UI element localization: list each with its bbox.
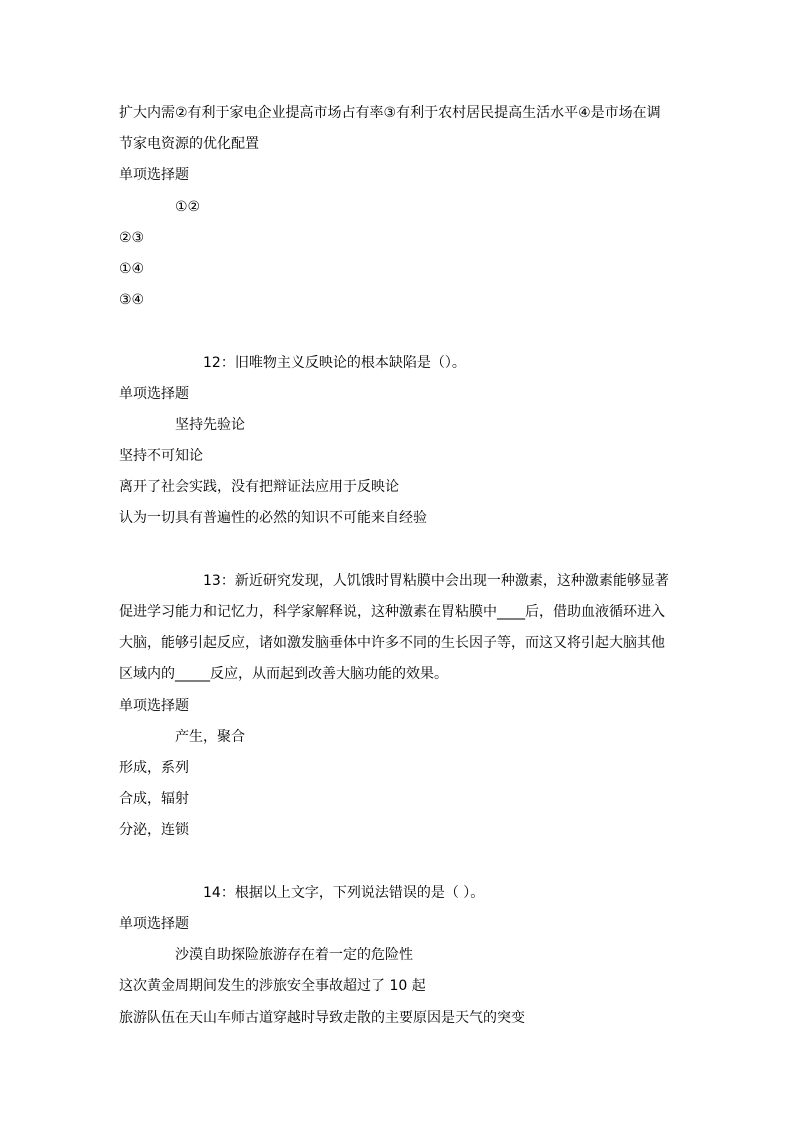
q13-option-c: 合成，辐射: [119, 791, 189, 807]
q14-option-a: 沙漠自助探险旅游存在着一定的危险性: [175, 947, 413, 963]
q11-option-b: ②③: [119, 230, 145, 246]
q14-option-c: 旅游队伍在天山车师古道穿越时导致走散的主要原因是天气的突变: [119, 1010, 525, 1026]
q12-option-b: 坚持不可知论: [119, 448, 203, 464]
q14-stem: 14：根据以上文字，下列说法错误的是（ ）。: [203, 885, 485, 901]
q12-stem: 12：旧唯物主义反映论的根本缺陷是（）。: [203, 355, 466, 371]
q11-option-a: ①②: [175, 199, 201, 215]
q12-question-type: 单项选择题: [119, 386, 189, 402]
q11-option-c: ①④: [119, 261, 145, 277]
q14-question-type: 单项选择题: [119, 916, 189, 932]
q13-stem-line3: 大脑，能够引起反应，诸如激发脑垂体中许多不同的生长因子等，而这又将引起大脑其他: [119, 635, 665, 651]
q13-stem-line2: 促进学习能力和记忆力，科学家解释说，这种激素在胃粘膜中____后，借助血液循环进入: [119, 604, 665, 620]
q13-stem-line4: 区域内的_____反应，从而起到改善大脑功能的效果。: [119, 666, 448, 682]
q12-option-d: 认为一切具有普遍性的必然的知识不可能来自经验: [119, 510, 427, 526]
q12-option-a: 坚持先验论: [175, 417, 245, 433]
q11-option-d: ③④: [119, 292, 145, 308]
q14-option-b: 这次黄金周期间发生的涉旅安全事故超过了 10 起: [119, 978, 426, 994]
q12-option-c: 离开了社会实践，没有把辩证法应用于反映论: [119, 479, 399, 495]
q11-stem-line2: 节家电资源的优化配置: [119, 136, 259, 152]
q11-question-type: 单项选择题: [119, 167, 189, 183]
q13-question-type: 单项选择题: [119, 698, 189, 714]
q13-option-d: 分泌，连锁: [119, 822, 189, 838]
q11-stem-line1: 扩大内需②有利于家电企业提高市场占有率③有利于农村居民提高生活水平④是市场在调: [119, 105, 661, 121]
q13-option-b: 形成，系列: [119, 760, 189, 776]
q13-option-a: 产生，聚合: [175, 729, 245, 745]
q13-stem-line1: 13：新近研究发现，人饥饿时胃粘膜中会出现一种激素，这种激素能够显著: [203, 573, 669, 589]
